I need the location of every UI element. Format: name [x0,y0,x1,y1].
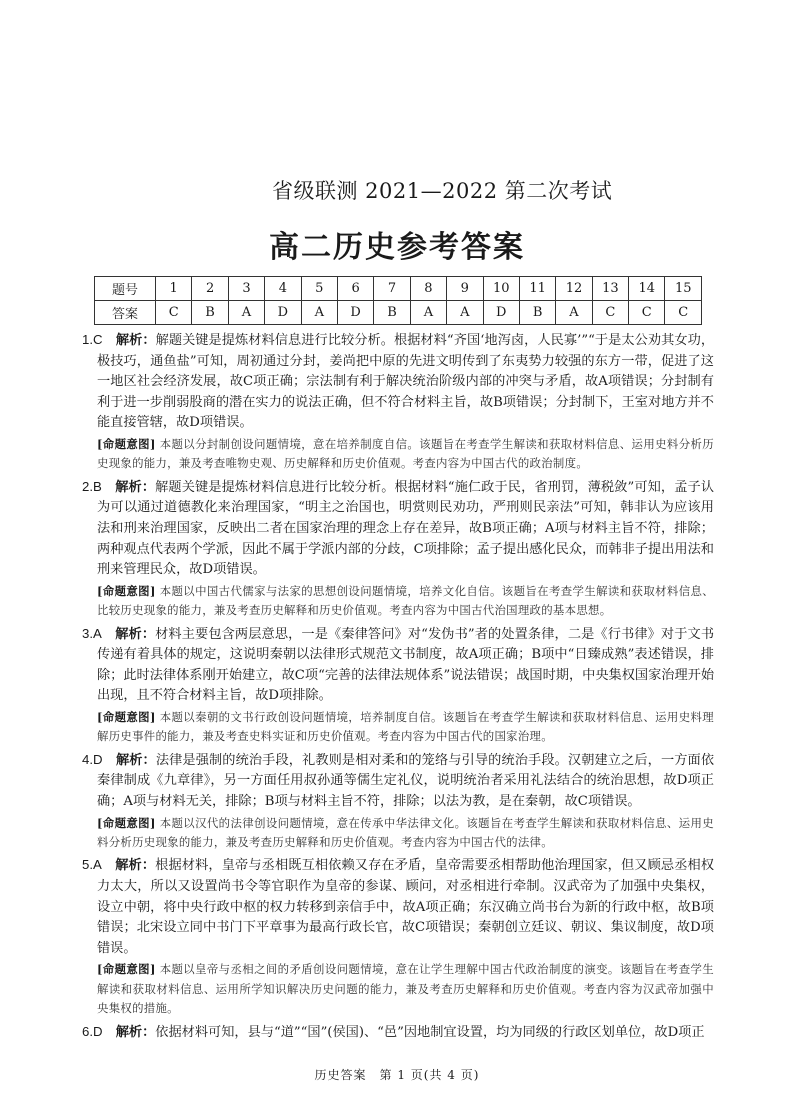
question-number: 11 [519,277,555,301]
analysis-label: 解析： [115,1024,156,1040]
analysis-label: 解析： [115,752,156,768]
question-number: 3 [228,277,264,301]
analysis-label: 解析： [115,333,156,348]
question-explanation [82,1022,714,1044]
question-number: 5 [301,277,337,301]
row-label: 题号 [95,277,156,301]
question-answer: 6.D [82,1023,103,1039]
answer-cell: C [592,301,628,325]
question-answer: 4.D [82,751,103,767]
question-number: 13 [592,277,628,301]
analysis-text: 解题关键是提炼材料信息进行比较分析。根据材料“齐国‘地泻卤，人民寡’”“于是太公劝其女功，极技巧，通鱼盐”可知，周初通过分封，姜尚把中原的先进文明传到了东夷势力较强的东方一带，促进了这一地区社会经济发展，故C项正确；宗法制有利于解决统治阶级内部的冲突与矛盾，故A项错误；分封制有利于进一步削弱股商的潜在实力的说法正确，但不符合材料主旨，故B项错误；分封制下，王室对地方并不能直接管辖，故D项错误。 [97,333,715,431]
intent-text: 本题以汉代的法律创设问题情境，意在传承中华法律文化。该题旨在考查学生解读和获取材料信息、运用史料分析历史现象的能力，兼及考查历史解释和历史价值观。考查内容为中国古代的法律。 [97,815,714,849]
intent-text: 本题以秦朝的文书行政创设问题情境，培养制度自信。该题旨在考查学生解读和获取材料信息、运用史料理解历史事件的能力，兼及考查史料实证和历史价值观。考查内容为中国古代的国家治理。 [97,709,714,744]
answer-table-number-row [95,277,702,301]
answer-table [94,276,702,325]
analysis-text: 依据材料可知，县与“道”“国”(侯国)、“邑”因地制宜设置，均为同级的行政区划单位，故D项正 [155,1024,705,1040]
analysis-text: 解题关键是提炼材料信息进行比较分析。根据材料“施仁政于民，省刑罚，薄税敛”可知，孟子认为可以通过道德教化来治理国家，“明主之治国也，明赏则民劝功，严刑则民亲法”可知，韩非认为应该用法和刑来治理国家，反映出二者在国家治理的理念上存在差异，故B项正确；A项与材料主旨不符，排除；两种观点代表两个学派，因此不属于学派内部的分歧，C项排除；孟子提出感化民众，而韩非子提出用法和刑来管理民众，故D项错误。 [97,479,715,578]
question-number: 2 [192,277,228,301]
answer-cell: B [519,301,555,325]
analysis-text: 材料主要包含两层意思，一是《秦律答问》对“发伪书”者的处置条律，二是《行书律》对于文书传递有着具体的规定，这说明秦朝以法律形式规范文书制度，故A项正确；B项中“日臻成熟”表述错误，排除；此时法律体系刚开始建立，故C项“完善的法律法规体系”说法错误；战国时期，中央集权国家治理开始出现，且不符合材料主旨，故D项排除。 [97,626,715,704]
answer-cell: A [447,301,483,325]
answer-cell: D [337,301,373,325]
intent-label: [命题意图] [97,709,156,724]
question-number: 15 [665,277,702,301]
question-answer: 5.A [82,857,102,873]
question-number: 8 [410,277,446,301]
answer-table-answer-row [95,301,702,325]
page-title: 高二历史参考答案 [269,230,525,265]
answer-cell: A [228,301,264,325]
answer-cell: D [483,301,519,325]
question-explanation [82,855,714,1018]
answer-cell: A [556,301,592,325]
answer-cell: B [374,301,410,325]
intent-text: 本题以皇帝与丞相之间的矛盾创设问题情境，意在让学生理解中国古代政治制度的演变。该题旨在考查学生解读和获取材料信息、运用所学知识解决历史问题的能力，兼及考查历史解释和历史价值观。考查内容为汉武帝加强中央集权的措施。 [97,962,714,1016]
question-explanation [82,750,714,853]
intent-text: 本题以分封制创设问题情境，意在培养制度自信。该题旨在考查学生解读和获取材料信息、运用史料分析历史现象的能力，兼及考查唯物史观、历史解释和历史价值观。考查内容为中国古代的政治制度。 [97,436,714,471]
analysis-text: 根据材料，皇帝与丞相既互相依赖又存在矛盾，皇帝需要丞相帮助他治理国家，但又顾忌丞相权力太大，所以又设置尚书令等官职作为皇帝的参谋、顾问，对丞相进行牵制。汉武帝为了加强中央集权，设立中朝，将中央行政中枢的权力转移到亲信手中，故A项正确；东汉确立尚书台为新的行政中枢，故B项错误；北宋设立同中书门下平章事为最高行政长官，故C项错误；秦朝创立廷议、朝议、集议制度，故D项错误。 [97,858,715,956]
answer-explanations [82,330,714,1043]
question-number: 6 [337,277,373,301]
row-label: 答案 [95,301,156,325]
question-explanation [82,330,714,474]
intent-label: [命题意图] [97,962,156,977]
question-number: 9 [447,277,483,301]
answer-cell: C [156,301,192,325]
analysis-text: 法律是强制的统治手段，礼教则是相对柔和的笼络与引导的统治手段。汉朝建立之后，一方面依秦律制成《九章律》，另一方面任用叔孙通等儒生定礼仪，说明统治者采用礼法结合的统治思想，故D项正确；A项与材料无关，排除；B项与材料主旨不符，排除；以法为教，是在秦朝，故C项错误。 [97,752,715,809]
intent-label: [命题意图] [97,583,156,598]
page-footer: 历史答案 第 1 页(共 4 页) [314,1068,480,1082]
answer-cell: D [265,301,301,325]
analysis-label: 解析： [115,858,156,874]
answer-cell: B [192,301,228,325]
question-explanation [82,624,714,747]
answer-cell: A [301,301,337,325]
question-explanation [82,477,714,621]
question-answer: 2.B [82,478,102,494]
question-answer: 3.A [82,625,102,641]
question-number: 14 [629,277,665,301]
answer-cell: C [629,301,665,325]
question-number: 10 [483,277,519,301]
exam-subtitle: 省级联测 2021—2022 第二次考试 [272,179,613,203]
question-number: 12 [556,277,592,301]
answer-cell: A [410,301,446,325]
question-answer: 1.C [82,332,103,347]
question-number: 4 [265,277,301,301]
answer-cell: C [665,301,702,325]
intent-label: [命题意图] [97,436,156,451]
analysis-label: 解析： [115,626,156,642]
question-number: 7 [374,277,410,301]
analysis-label: 解析： [115,479,156,495]
intent-label: [命题意图] [97,815,156,830]
intent-text: 本题以中国古代儒家与法家的思想创设问题情境，培养文化自信。该题旨在考查学生解读和获取材料信息、比较历史现象的能力，兼及考查历史解释和历史价值观。考查内容为中国古代治国理政的基本思想。 [97,583,714,618]
question-number: 1 [156,277,192,301]
